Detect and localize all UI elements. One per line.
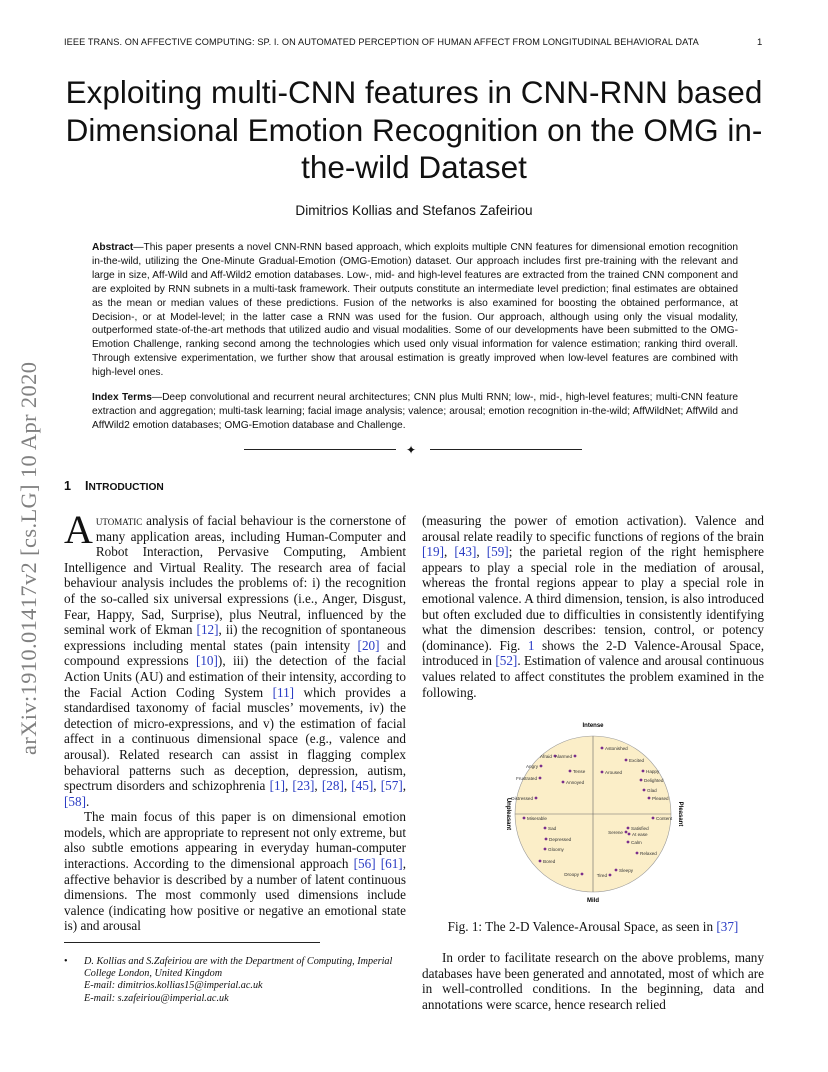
emotion-point [581, 873, 584, 876]
footnote [64, 956, 406, 1005]
authors: Dimitrios Kollias and Stefanos Zafeiriou [295, 203, 533, 218]
emotion-label: Content [656, 816, 673, 821]
emotion-label: Gloomy [548, 847, 564, 852]
text-run: The main focus of this paper is on dimensional emotion models, which are appropriate to represent not only extreme, but also subtle emotions appearing in everyday human-computer interactions. According to the dimensional approach [64, 809, 406, 872]
label-right: Pleasant [677, 801, 683, 827]
text-run: . [85, 793, 90, 809]
emotion-label: Tired [596, 873, 607, 878]
emotion-label: Happy [646, 769, 660, 774]
footnote-rule [64, 942, 320, 943]
separator-left [244, 449, 396, 450]
arxiv-stamp: arXiv:1910.01417v2 [cs.LG] 10 Apr 2020 [16, 361, 41, 755]
emotion-label: Tense [573, 769, 586, 774]
emotion-label: Calm [631, 840, 642, 845]
intro-paragraph-2 [64, 809, 406, 934]
abstract [92, 241, 738, 380]
text-run: , [314, 778, 322, 794]
left-column [64, 507, 407, 934]
emotion-point [640, 779, 643, 782]
citation-link[interactable]: [59] [486, 544, 509, 560]
emotion-label: Pleased [652, 796, 669, 801]
emotion-label: Depressed [549, 837, 572, 842]
section-number: 1 [64, 479, 72, 493]
emotion-label: Excited [629, 758, 645, 763]
emotion-point [601, 747, 604, 750]
emotion-point [636, 852, 639, 855]
footnote-email-2: E-mail: s.zafeiriou@imperial.ac.uk [84, 992, 229, 1004]
text-run: , affective behavior is described by a number of latent continuous dimensions. The most commonly used dimensions include valence (indicating how positive or negative an emotional state is) and arousal [64, 856, 406, 934]
emotion-point [601, 771, 604, 774]
citation-link[interactable]: [20] [357, 637, 380, 653]
emotion-point [609, 874, 612, 877]
emotion-point [569, 770, 572, 773]
emotion-point [539, 777, 542, 780]
citation-link[interactable]: [52] [495, 653, 518, 669]
citation-link[interactable]: [61] [380, 856, 403, 872]
text-run: , ii) the recognition of spontaneous expressions including mental states (pain intensity [64, 622, 406, 653]
emotion-point [648, 797, 651, 800]
citation-link[interactable]: [43] [454, 544, 477, 560]
citation-link[interactable]: [11] [272, 684, 295, 700]
text-run: and compound expressions [64, 637, 406, 669]
emotion-point [539, 860, 542, 863]
section-title-first: I [85, 479, 89, 493]
citation-link[interactable]: [19] [422, 544, 444, 560]
emotion-label: Sad [548, 826, 557, 831]
emotion-label: Astonished [605, 746, 628, 751]
separator-symbol: ✦ [406, 443, 417, 457]
emotion-label: Satisfied [631, 826, 649, 831]
text-run: , [402, 778, 407, 794]
emotion-label: At ease [632, 832, 648, 837]
emotion-label: Droopy [564, 872, 579, 877]
text-run: analysis of facial behaviour is the cornerstone of many application areas, including Human-Computer and Robot Interaction, Pervasive Computing, Ambient Intelligence and Virtual Reality. The research area of facial behaviour analysis includes the problems of: i) the recognition of the so-called six universal expressions (i.e., Anger, Disgust, Fear, Happy, Sad, Surprise), plus Neutral, influenced by the seminal work of Ekman [64, 513, 406, 638]
index-terms-text: —Deep convolutional and recurrent neural architectures; CNN plus Multi RNN; low-, mid-, high-level features; multi-CNN feature extraction and aggregation; multi-task learning; facial image analysis; valence; arousal; emotion recognition in-the-wild; AffWildNet; AffWild and AffWild2 emotion databases; OMG-Emotion database and Challenge. [92, 392, 738, 431]
separator-right [430, 449, 582, 450]
smallcaps-word: utomatic [95, 513, 143, 528]
text-run: shows the 2-D Valence-Arousal Space, introduced in [422, 637, 764, 669]
valence-arousal-figure [498, 718, 688, 908]
figure-caption [422, 919, 764, 935]
emotion-label: Distressed [511, 796, 533, 801]
abstract-text: —This paper presents a novel CNN-RNN based approach, which exploits multiple CNN features for dimensional emotion recognition in-the-wild, utilizing the One-Minute Gradual-Emotion (OMG-Emotion) dataset. Our approach includes first pre-training with the relevant and large in size, Aff-Wild and Aff-Wild2 emotion databases. Low-, mid- and high-level features are extracted from the trained CNN component and are exploited by RNN subnets in a multi-task framework. Their outputs constitute an intermediate level prediction; final estimates are obtained as the mean or median values of these predictions. Fusion of the networks is also examined for boosting the obtained performance, at Decision-, or at Model-level; in the latter case a RNN was used for the fusion. Our approach, although using only the visual modality, outperformed state-of-the-art methods that utilized audio and visual modalities. Some of our developments have been submitted to the OMG-Emotion Challenge, ranking second among the technologies which used only visual information for valence estimation; ranking third overall. Through extensive experimentation, we further show that arousal estimation is greatly improved when low-level features are combined with high-level ones. [92, 242, 738, 379]
label-top: Intense [582, 723, 604, 729]
emotion-point [544, 827, 547, 830]
right-paragraph-2: In order to facilitate research on the above problems, many databases have been generated and annotated, most of which are in well-controlled conditions. In the beginning, data and annotations were scarce, hence research relied [422, 950, 764, 1012]
citation-link[interactable]: [56] [353, 856, 376, 872]
emotion-point [574, 755, 577, 758]
section-title-rest: NTRODUCTION [88, 482, 164, 493]
text-run: ), iii) the detection of the facial Action Units (AU) and estimation of their intensity, according to the Facial Action Coding System [64, 653, 406, 700]
emotion-point [627, 841, 630, 844]
citation-link[interactable]: [37] [716, 919, 739, 934]
emotion-label: Serene [608, 830, 623, 835]
emotion-label: Aroused [605, 770, 623, 775]
emotion-label: Frustrated [516, 776, 537, 781]
emotion-label: Afraid [539, 754, 552, 759]
abstract-label: Abstract [92, 242, 134, 253]
citation-link[interactable]: [23] [292, 778, 315, 794]
index-terms-label: Index Terms [92, 392, 152, 404]
citation-link[interactable]: [12] [196, 622, 219, 638]
right-column-lower [422, 950, 764, 1012]
emotion-point [545, 838, 548, 841]
page-number: 1 [757, 37, 763, 48]
running-header: IEEE TRANS. ON AFFECTIVE COMPUTING: SP. I. ON AUTOMATED PERCEPTION OF HUMAN AFFECT FROM LONGITUDINAL BEHAVIORAL DATA [64, 37, 699, 47]
emotion-point [652, 817, 655, 820]
text-run: Fig. 1: The 2-D Valence-Arousal Space, as seen in [447, 919, 717, 934]
emotion-point [625, 831, 628, 834]
right-column [422, 513, 764, 700]
text-run: , [343, 778, 352, 794]
citation-link[interactable]: [28] [321, 778, 344, 794]
drop-cap: A [64, 507, 93, 552]
citation-link[interactable]: [1] [269, 778, 285, 794]
emotion-point [643, 789, 646, 792]
emotion-label: Annoyed [566, 780, 585, 785]
text-run: , [373, 778, 381, 794]
citation-link[interactable]: [10] [195, 653, 218, 669]
emotion-point [642, 770, 645, 773]
emotion-point [544, 848, 547, 851]
emotion-label: Bored [543, 859, 556, 864]
emotion-point [535, 797, 538, 800]
label-left: Unpleasant [505, 797, 511, 831]
footnote-email-1: E-mail: dimitrios.kollias15@imperial.ac.uk [84, 980, 263, 992]
emotion-label: Sleepy [619, 868, 634, 873]
footnote-affiliation: D. Kollias and S.Zafeiriou are with the Department of Computing, Imperial College London, United Kingdom [84, 956, 393, 980]
index-terms [92, 391, 738, 433]
emotion-point [540, 765, 543, 768]
text-run: , [476, 544, 487, 560]
text-run: , [443, 544, 455, 560]
citation-link[interactable]: [58] [64, 793, 86, 809]
text-run: , [284, 778, 293, 794]
text-run: which provides a standardised taxonomy of facial muscles’ movements, iv) the detection of micro-expressions, and v) the estimation of facial affect in a continuous dimensional space (e.g., valence and arousal). Related research can assist in flagging complex behavioral patterns such as deception, depression, autism, spectrum disorders and schizophrenia [64, 684, 407, 794]
citation-link[interactable]: [45] [351, 778, 374, 794]
intro-paragraph-1 [64, 507, 407, 809]
label-bottom: Mild [587, 898, 599, 904]
emotion-point [562, 781, 565, 784]
citation-link[interactable]: [57] [380, 778, 403, 794]
section-heading [64, 479, 164, 493]
emotion-label: Angry [525, 764, 538, 769]
footnote-bullet: • [64, 956, 68, 967]
emotion-label: Glad [647, 788, 657, 793]
text-run: . Estimation of valence and arousal continuous values related to affect constitutes the problem examined in the following. [422, 653, 765, 700]
emotion-point [627, 827, 630, 830]
emotion-point [628, 833, 631, 836]
right-paragraph-1 [422, 513, 764, 700]
emotion-label: Alarmed [554, 754, 572, 759]
paper-title: Exploiting multi-CNN features in CNN-RNN based Dimensional Emotion Recognition on the OMG in-the-wild Dataset [65, 74, 763, 185]
text-run: (measuring the power of emotion activation). Valence and arousal relate readily to specific functions of regions of the brain [422, 513, 764, 544]
emotion-point [625, 759, 628, 762]
abstract-block [92, 241, 738, 433]
emotion-point [523, 817, 526, 820]
text-run: ; the parietal region of the right hemisphere appears to play a special role in the mediation of arousal, whereas the frontal regions appear to play a special role in emotional valence. A third dimension, tension, is also introduced but often excluded due to difficulties in consistently identifying what the dimension describes: tension, control, or potency (dominance). Fig. [422, 544, 765, 653]
emotion-label: Relaxed [640, 851, 657, 856]
emotion-point [615, 869, 618, 872]
emotion-label: Delighted [644, 778, 664, 783]
emotion-label: Miserable [527, 816, 547, 821]
figure-link[interactable]: 1 [527, 637, 535, 653]
